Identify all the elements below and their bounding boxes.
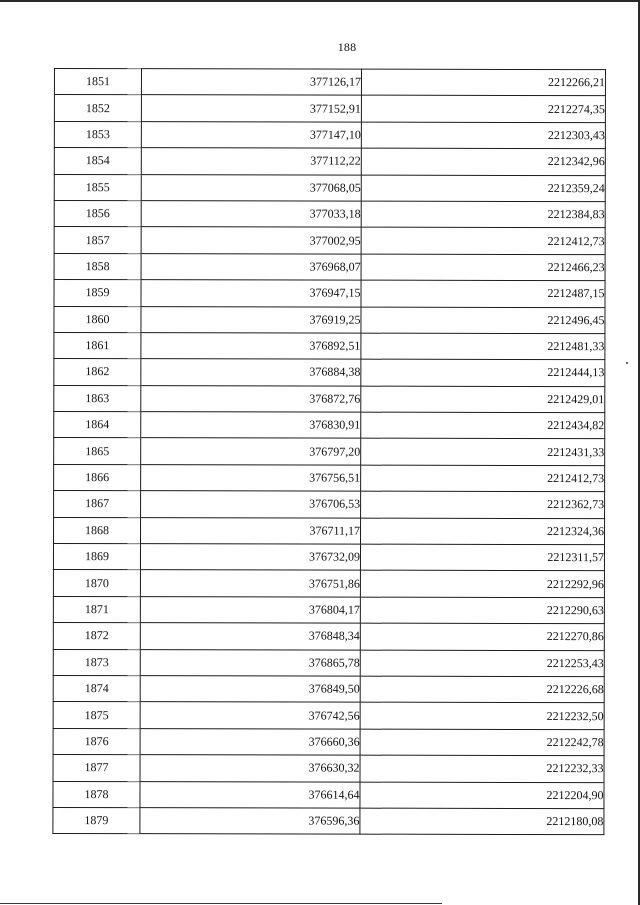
point-number-cell: 1852: [54, 95, 141, 122]
point-number-cell: 1856: [54, 200, 141, 227]
y-coordinate-cell: 2212324,36: [361, 518, 605, 545]
point-number-cell: 1854: [54, 148, 141, 175]
table-row: [53, 702, 604, 730]
y-coordinate-cell: 2212270,86: [360, 623, 604, 650]
table-row: [54, 280, 605, 308]
table-row: [54, 332, 605, 360]
table-row: [53, 728, 604, 756]
x-coordinate-cell: 376751,86: [140, 570, 360, 597]
y-coordinate-cell: 2212232,50: [360, 703, 604, 730]
point-number-cell: 1863: [54, 385, 141, 412]
y-coordinate-cell: 2212253,43: [360, 650, 604, 677]
table-row: [54, 200, 605, 228]
table-row: [53, 596, 604, 624]
y-coordinate-cell: 2212431,33: [361, 439, 605, 466]
table-row: [54, 148, 605, 176]
point-number-cell: 1876: [53, 728, 140, 755]
table-row: [53, 544, 604, 572]
x-coordinate-cell: 376947,15: [141, 280, 361, 307]
x-coordinate-cell: 376830,91: [141, 412, 361, 439]
table-row: [53, 570, 604, 598]
point-number-cell: 1874: [53, 675, 140, 702]
point-number-cell: 1875: [53, 702, 140, 729]
y-coordinate-cell: 2212481,33: [361, 333, 605, 360]
y-coordinate-cell: 2212434,82: [361, 412, 605, 439]
y-coordinate-cell: 2212204,90: [360, 782, 604, 809]
x-coordinate-cell: 377152,91: [141, 95, 361, 122]
point-number-cell: 1879: [53, 807, 140, 834]
x-coordinate-cell: 376660,36: [140, 728, 360, 755]
point-number-cell: 1858: [54, 253, 141, 280]
page-number: 188: [337, 40, 357, 54]
table-row: [54, 464, 605, 492]
y-coordinate-cell: 2212311,57: [360, 544, 604, 571]
point-number-cell: 1878: [53, 781, 140, 808]
table-row: [54, 69, 605, 97]
point-number-cell: 1855: [54, 174, 141, 201]
y-coordinate-cell: 2212444,13: [361, 359, 605, 386]
x-coordinate-cell: 376892,51: [141, 333, 361, 360]
y-coordinate-cell: 2212292,96: [360, 571, 604, 598]
x-coordinate-cell: 376919,25: [141, 306, 361, 333]
x-coordinate-cell: 377112,22: [141, 148, 361, 175]
point-number-cell: 1869: [53, 544, 140, 571]
y-coordinate-cell: 2212342,96: [361, 148, 605, 175]
point-number-cell: 1864: [54, 412, 141, 439]
x-coordinate-cell: 376848,34: [140, 623, 360, 650]
table-row: [53, 807, 604, 835]
x-coordinate-cell: 376968,07: [141, 253, 361, 280]
y-coordinate-cell: 2212384,83: [361, 201, 605, 228]
y-coordinate-cell: 2212232,33: [360, 755, 604, 782]
table-row: [54, 253, 605, 281]
x-coordinate-cell: 377033,18: [141, 201, 361, 228]
x-coordinate-cell: 377002,95: [141, 227, 361, 254]
x-coordinate-cell: 377147,10: [141, 121, 361, 148]
x-coordinate-cell: 376596,36: [140, 808, 360, 835]
point-number-cell: 1851: [54, 69, 141, 96]
x-coordinate-cell: 376804,17: [140, 596, 360, 623]
x-coordinate-cell: 376630,32: [140, 755, 360, 782]
point-number-cell: 1870: [53, 570, 140, 597]
y-coordinate-cell: 2212226,68: [360, 676, 604, 703]
y-coordinate-cell: 2212362,73: [361, 491, 605, 518]
table-row: [54, 385, 605, 413]
table-row: [54, 359, 605, 387]
point-number-cell: 1877: [53, 755, 140, 782]
point-number-cell: 1871: [53, 596, 140, 623]
coordinate-table: [52, 68, 606, 835]
y-coordinate-cell: 2212242,78: [360, 729, 604, 756]
x-coordinate-cell: 376614,64: [140, 781, 360, 808]
y-coordinate-cell: 2212274,35: [361, 96, 605, 123]
y-coordinate-cell: 2212290,63: [360, 597, 604, 624]
y-coordinate-cell: 2212466,23: [361, 254, 605, 281]
point-number-cell: 1868: [54, 517, 141, 544]
scan-border-bottom: [0, 903, 442, 904]
x-coordinate-cell: 376797,20: [141, 438, 361, 465]
scan-border-top: [0, 0, 640, 2]
table-row: [54, 412, 605, 440]
table-row: [54, 174, 605, 202]
table-row: [53, 649, 604, 677]
coordinate-table-body: [53, 69, 606, 835]
x-coordinate-cell: 376849,50: [140, 676, 360, 703]
table-row: [53, 623, 604, 651]
table-row: [53, 675, 604, 703]
point-number-cell: 1873: [53, 649, 140, 676]
table-row: [54, 306, 605, 334]
point-number-cell: 1866: [54, 464, 141, 491]
table-row: [54, 121, 605, 149]
x-coordinate-cell: 377068,05: [141, 174, 361, 201]
table-row: [54, 491, 605, 519]
y-coordinate-cell: 2212487,15: [361, 280, 605, 307]
table-row: [54, 227, 605, 255]
y-coordinate-cell: 2212496,45: [361, 307, 605, 334]
x-coordinate-cell: 376884,38: [141, 359, 361, 386]
y-coordinate-cell: 2212266,21: [361, 69, 605, 96]
y-coordinate-cell: 2212429,01: [361, 386, 605, 413]
table-row: [53, 781, 604, 809]
point-number-cell: 1859: [54, 280, 141, 307]
x-coordinate-cell: 376732,09: [140, 544, 360, 571]
x-coordinate-cell: 376872,76: [141, 385, 361, 412]
point-number-cell: 1860: [54, 306, 141, 333]
x-coordinate-cell: 376706,53: [141, 491, 361, 518]
y-coordinate-cell: 2212180,08: [360, 808, 604, 835]
point-number-cell: 1861: [54, 332, 141, 359]
y-coordinate-cell: 2212412,73: [361, 227, 605, 254]
table-row: [54, 95, 605, 123]
point-number-cell: 1853: [54, 121, 141, 148]
point-number-cell: 1867: [54, 491, 141, 518]
scan-speck: [626, 362, 628, 364]
point-number-cell: 1862: [54, 359, 141, 386]
table-row: [54, 517, 605, 545]
table-row: [54, 438, 605, 466]
y-coordinate-cell: 2212359,24: [361, 175, 605, 202]
x-coordinate-cell: 377126,17: [141, 69, 361, 96]
y-coordinate-cell: 2212303,43: [361, 122, 605, 149]
table-row: [53, 755, 604, 783]
x-coordinate-cell: 376756,51: [141, 465, 361, 492]
x-coordinate-cell: 376865,78: [140, 649, 360, 676]
point-number-cell: 1857: [54, 227, 141, 254]
x-coordinate-cell: 376711,17: [141, 517, 361, 544]
point-number-cell: 1872: [53, 623, 140, 650]
y-coordinate-cell: 2212412,73: [361, 465, 605, 492]
point-number-cell: 1865: [54, 438, 141, 465]
x-coordinate-cell: 376742,56: [140, 702, 360, 729]
